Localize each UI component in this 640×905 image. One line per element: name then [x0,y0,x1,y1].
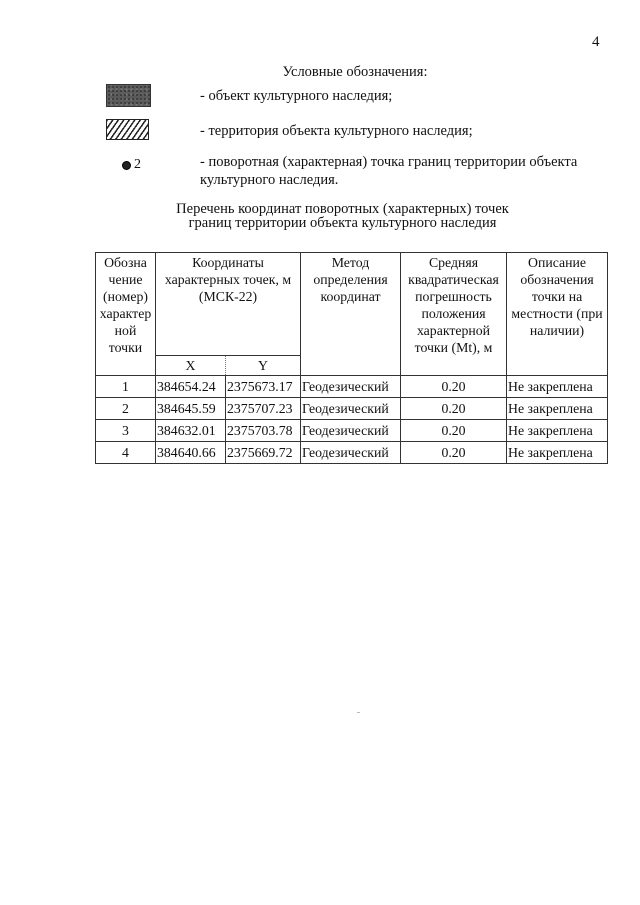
table-caption-line-2: границ территории объекта культурного наследия [188,215,497,231]
table-header-row [96,253,608,356]
legend-text-heritage-territory: - территория объекта культурного наследия; [200,123,473,139]
cell-y: 2375669.72 [226,442,301,464]
point-marker-symbol [122,157,141,173]
table-row [96,398,608,420]
cell-description: Не закреплена [507,420,608,442]
header-error: Средняя квадратическая погрешность положения характерной точки (Mt), м [401,253,507,376]
header-x: X [156,356,226,376]
cell-description: Не закреплена [507,376,608,398]
header-description: Описание обозначения точки на местности (при наличии) [507,253,608,376]
cell-method: Геодезический [301,420,401,442]
cell-x: 384632.01 [156,420,226,442]
scan-artifact [357,712,360,713]
point-marker-icon [122,161,131,170]
page-number: 4 [592,34,600,50]
point-marker-label: 2 [134,157,141,172]
header-coords: Координаты характерных точек, м (МСК-22) [156,253,301,356]
legend-text-turning-point: - поворотная (характерная) точка границ территории объекта культурного наследия. [200,154,578,188]
cell-point: 1 [96,376,156,398]
cell-description: Не закреплена [507,442,608,464]
cell-method: Геодезический [301,442,401,464]
cell-x: 384640.66 [156,442,226,464]
cell-y: 2375673.17 [226,376,301,398]
table-row [96,442,608,464]
cell-method: Геодезический [301,376,401,398]
cell-y: 2375707.23 [226,398,301,420]
table-row [96,420,608,442]
cell-description: Не закреплена [507,398,608,420]
cell-point: 2 [96,398,156,420]
legend-title: Условные обозначения: [282,64,428,80]
cell-x: 384654.24 [156,376,226,398]
cell-point: 3 [96,420,156,442]
cell-error: 0.20 [401,442,507,464]
hatched-box-icon [106,119,149,140]
cell-error: 0.20 [401,398,507,420]
header-method: Метод определения координат [301,253,401,376]
coordinates-table [95,252,608,464]
cell-error: 0.20 [401,376,507,398]
header-point: Обозна чение (номер) характер ной точки [96,253,156,376]
cell-x: 384645.59 [156,398,226,420]
dark-fill-box-icon [106,84,151,107]
cell-error: 0.20 [401,420,507,442]
header-y: Y [226,356,301,376]
cell-y: 2375703.78 [226,420,301,442]
legend-text-heritage-object: - объект культурного наследия; [200,88,393,104]
cell-method: Геодезический [301,398,401,420]
table-caption-line-1: Перечень координат поворотных (характерных) точек [176,201,509,217]
cell-point: 4 [96,442,156,464]
table-row [96,376,608,398]
